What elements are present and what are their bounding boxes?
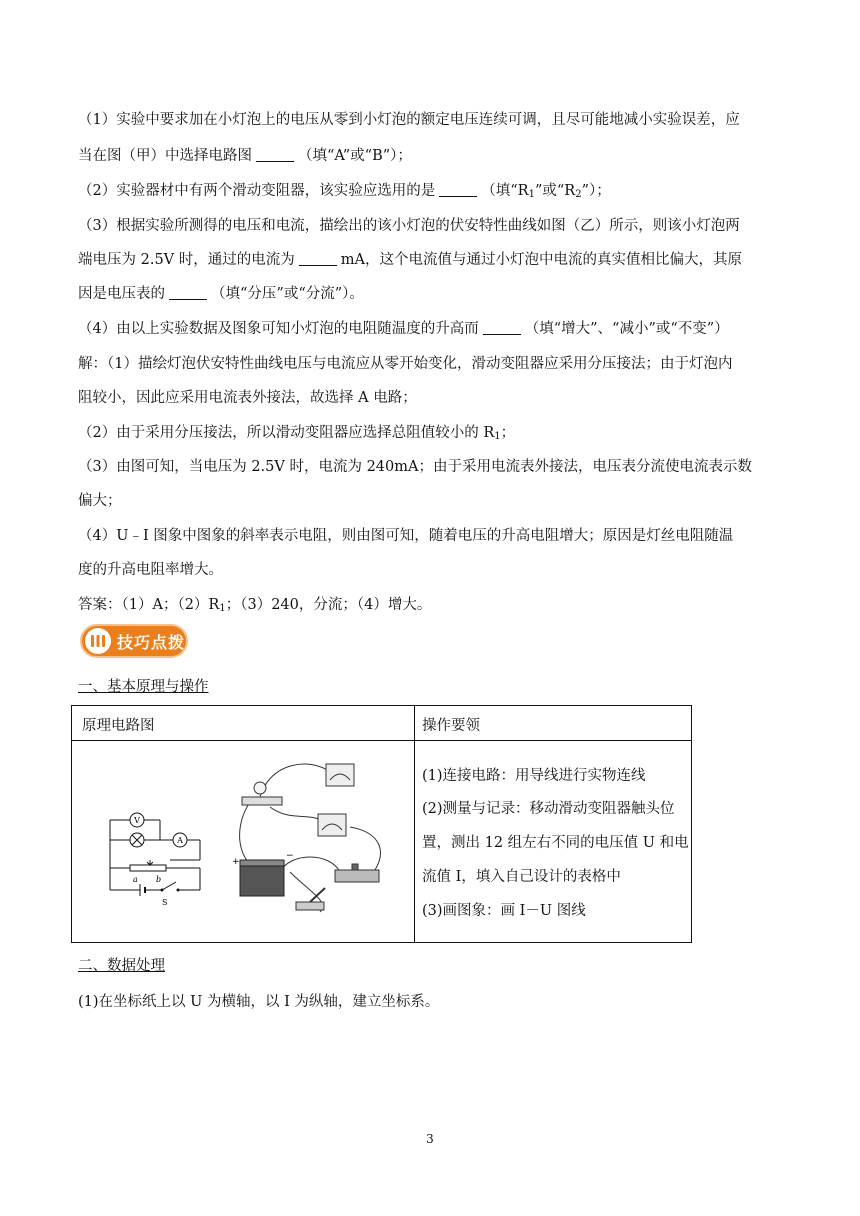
answer-line: 答案：（1）A；$(2)R_1$；（3）240，分流；（4）增大。 <box>78 597 432 614</box>
answer-blank <box>256 147 294 162</box>
table-header-operation: 操作要领 <box>422 718 480 734</box>
q2-line: （2）实验器材中有两个滑动变阻器，该实验应选用的是 （填“$R_1$”或“$R_2$”）； <box>78 183 611 200</box>
voltmeter-label: V <box>134 816 140 825</box>
svg-text:+: + <box>232 857 240 867</box>
q3-line2: 端电压为 2.5V 时，通过的电流为 mA，这个电流值与通过小灯泡中电流的真实值相比偏大，其原 <box>78 252 742 268</box>
q3-line3: 因是电压表的 （填“分压”或“分流”）。 <box>78 286 364 302</box>
section-1-title: 一、基本原理与操作 <box>78 679 209 695</box>
q1-line1: （1）实验中要求加在小灯泡上的电压从零到小灯泡的额定电压连续可调，且尽可能地减小实验误差，应 <box>78 112 740 128</box>
q3-line1: （3）根据实验所测得的电压和电流，描绘出的该小灯泡的伏安特性曲线如图（乙）所示，则该小灯泡两 <box>78 218 740 234</box>
q4-line: （4）由以上实验数据及图象可知小灯泡的电阻随温度的升高而 （填“增大”、“减小”或“不变”） <box>78 321 729 337</box>
switch-label: S <box>162 898 168 907</box>
svg-text:−: − <box>286 851 294 861</box>
solution-1a: 解：（1）描绘灯泡伏安特性曲线电压与电流应从零开始变化，滑动变阻器应采用分压接法；由于灯泡内 <box>78 356 733 372</box>
section-2-title: 二、数据处理 <box>78 958 165 974</box>
circuit-schematic <box>100 810 210 910</box>
principle-table <box>71 705 692 943</box>
battery-icon <box>85 628 111 654</box>
solution-4b: 度的升高电阻率增大。 <box>78 562 223 578</box>
point-b-label: b <box>156 875 162 884</box>
ammeter-label: A <box>177 836 183 845</box>
operation-step: (1)连接电路：用导线进行实物连线 <box>422 768 646 784</box>
operation-step: 流值 I，填入自己设计的表格中 <box>422 869 621 885</box>
q1-line2: 当在图（甲）中选择电路图 （填“A”或“B”）； <box>78 148 412 164</box>
solution-3a: （3）由图可知，当电压为 2.5V 时，电流为 240mA；由于采用电流表外接法，电压表分流使电流表示数 <box>78 459 752 475</box>
badge-label: 技巧点拨 <box>117 632 186 652</box>
solution-1b: 阻较小，因此应采用电流表外接法，故选择 A 电路； <box>78 390 417 406</box>
solution-3b: 偏大； <box>78 493 122 509</box>
data-processing-step-1: (1)在坐标纸上以 U 为横轴，以 I 为纵轴，建立坐标系。 <box>78 994 440 1010</box>
tips-badge <box>80 624 188 658</box>
answer-blank <box>483 320 521 335</box>
answer-blank <box>299 251 337 266</box>
operation-step: (2)测量与记录：移动滑动变阻器触头位 <box>422 801 675 817</box>
answer-blank <box>169 285 207 300</box>
apparatus-drawing <box>230 752 400 922</box>
table-header-circuit: 原理电路图 <box>82 718 155 734</box>
page-number: 3 <box>426 1132 434 1146</box>
solution-4a: （4）U﹣I 图象中图象的斜率表示电阻，则由图可知，随着电压的升高电阻增大；原因是灯丝电阻随温 <box>78 528 734 544</box>
point-a-label: a <box>133 875 138 884</box>
operation-step: (3)画图象：画 I－U 图线 <box>422 903 586 919</box>
operation-step: 置，测出 12 组左右不同的电压值 U 和电 <box>422 835 689 851</box>
answer-blank <box>439 182 477 197</box>
solution-2: （2）由于采用分压接法，所以滑动变阻器应选择总阻值较小的 $R_1$； <box>78 425 516 442</box>
